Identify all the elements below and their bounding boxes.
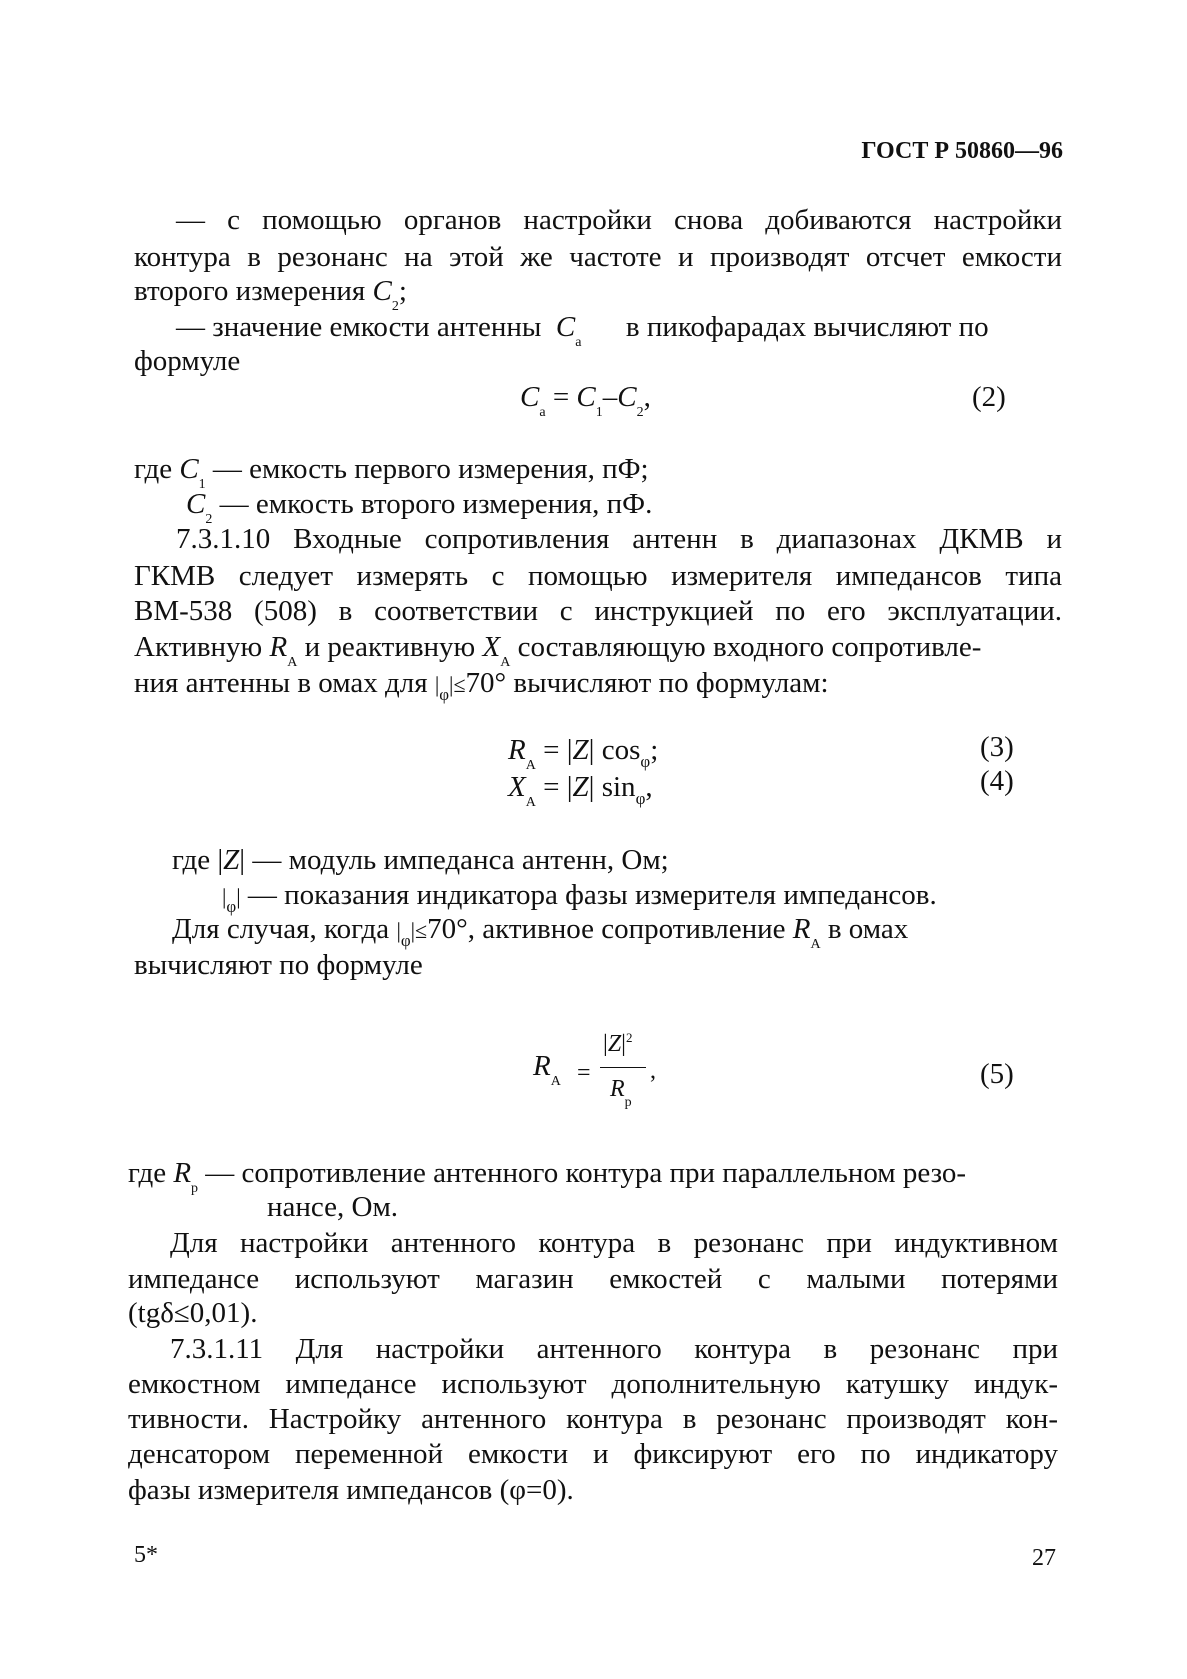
text-line: Активную $R_A$ и реактивную $X_A$ составляющую входного сопротивле-	[134, 631, 982, 670]
text-line: 7.3.1.10 Входные сопротивления антенн в диапазонах ДКМВ и	[176, 523, 1062, 555]
text-line: второго измерения $C_2$;	[134, 275, 407, 314]
text-line: Для случая, когда $|_\varphi|\le 70^\circ$, активное сопротивление $R_A$ в омах	[172, 913, 909, 952]
eq-number-3: (3)	[980, 731, 1014, 763]
text-line: — значение емкости антенны $C_а$ в пикофарадах вычисляют по	[176, 311, 989, 350]
text-line: Для настройки антенного контура в резонанс при индуктивном	[170, 1227, 1058, 1259]
text-line: где $C_1$ — емкость первого измерения, пФ;	[134, 453, 649, 492]
formula-2: $C_а = C_1-C_2$,	[520, 381, 651, 420]
text-line: ВМ-538 (508) в соответствии с инструкцией по его эксплуатации.	[134, 595, 1062, 627]
text-line: нансе, Ом.	[267, 1191, 399, 1223]
text-line: 7.3.1.11 Для настройки антенного контура в резонанс при	[170, 1333, 1058, 1365]
text-line: тивности. Настройку антенного контура в резонанс производят кон-	[128, 1403, 1058, 1435]
text-line: (tgδ≤0,01).	[128, 1297, 258, 1329]
text-line: — с помощью органов настройки снова добиваются настройки	[176, 204, 1062, 236]
footer-left: 5*	[134, 1542, 158, 1568]
text-line: ния антенны в омах для $|_\varphi|\le 70^\circ$ вычисляют по формулам:	[134, 667, 829, 704]
text-line: $C_2$ — емкость второго измерения, пФ.	[186, 488, 653, 527]
text-line: вычисляют по формуле	[134, 949, 423, 981]
text-line: $|_\varphi|$ — показания индикатора фазы измерителя импедансов.	[222, 879, 937, 916]
text-line: импедансе используют магазин емкостей с малыми потерями	[128, 1263, 1058, 1295]
eq-number-4: (4)	[980, 765, 1014, 797]
document-header: ГОСТ Р 50860—96	[861, 138, 1063, 164]
eq-number-2: (2)	[972, 381, 1006, 413]
text-line: где $R_р$ — сопротивление антенного контура при параллельном резо-	[128, 1157, 967, 1196]
page-number: 27	[1032, 1545, 1056, 1571]
text-line: формуле	[134, 345, 241, 377]
text-line: контура в резонанс на этой же частоте и производят отсчет емкости	[134, 241, 1062, 273]
text-line: ГКМВ следует измерять с помощью измерителя импедансов типа	[134, 560, 1062, 592]
formula-4: $X_A = |Z|$ $\sin_\varphi$,	[508, 771, 653, 810]
formula-3: $R_A = |Z|$ $\cos_\varphi$;	[508, 734, 659, 773]
text-line: фазы измерителя импедансов (φ=0).	[128, 1474, 574, 1506]
eq-number-5: (5)	[980, 1058, 1014, 1090]
text-line: емкостном импедансе используют дополнительную катушку индук-	[128, 1368, 1058, 1400]
text-line: где |Z| — модуль импеданса антенн, Ом;	[172, 844, 669, 876]
text-line: денсатором переменной емкости и фиксируют его по индикатору	[128, 1438, 1058, 1470]
